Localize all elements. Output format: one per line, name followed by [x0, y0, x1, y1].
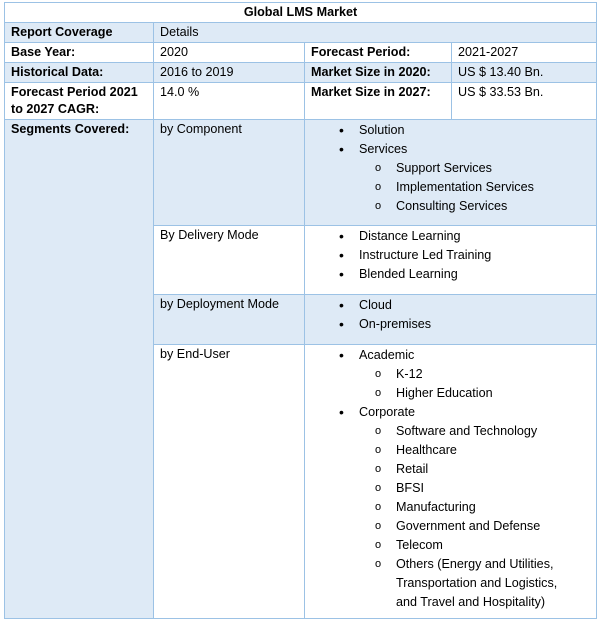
sub-list-item: o Others (Energy and Utilities, Transportation and Logistics, and Travel and Hospitality) [349, 555, 590, 612]
list-item-label: Corporate [359, 405, 416, 419]
segment-delivery-list [305, 226, 597, 295]
table-title: Global LMS Market [5, 3, 597, 23]
base-year-label: Base Year: [5, 43, 154, 63]
sub-list-item: o Manufacturing [349, 498, 590, 517]
forecast-period-value: 2021-2027 [452, 43, 597, 63]
sub-list-item: o K-12 [349, 365, 590, 384]
historical-data-label: Historical Data: [5, 63, 154, 83]
base-year-value: 2020 [154, 43, 305, 63]
sub-list-item: o Consulting Services [349, 197, 590, 216]
segment-end-user-label: by End-User [154, 345, 305, 619]
list-item: • Cloud [311, 296, 590, 315]
list-item-label: Academic [359, 348, 415, 362]
list-item: • Distance Learning [311, 227, 590, 246]
market-size-2020-value: US $ 13.40 Bn. [452, 63, 597, 83]
sub-list-item: o Government and Defense [349, 517, 590, 536]
sub-list-item: o Software and Technology [349, 422, 590, 441]
list-item [311, 140, 590, 216]
list-item: • Solution [311, 121, 590, 140]
cagr-value: 14.0 % [154, 83, 305, 120]
market-size-2027-label: Market Size in 2027: [305, 83, 452, 120]
market-size-2027-value: US $ 33.53 Bn. [452, 83, 597, 120]
list-item: • Blended Learning [311, 265, 590, 284]
segment-component-label: by Component [154, 120, 305, 226]
sub-list-item: o Retail [349, 460, 590, 479]
segment-deployment-list [305, 295, 597, 345]
list-item-label: Services [359, 142, 408, 156]
list-item: • Instructure Led Training [311, 246, 590, 265]
cagr-label: Forecast Period 2021 to 2027 CAGR: [5, 83, 154, 120]
segment-component-list [305, 120, 597, 226]
forecast-period-label: Forecast Period: [305, 43, 452, 63]
historical-data-value: 2016 to 2019 [154, 63, 305, 83]
segment-deployment-label: by Deployment Mode [154, 295, 305, 345]
report-coverage-value: Details [154, 23, 597, 43]
segment-end-user-list [305, 345, 597, 619]
segments-covered-label: Segments Covered: [5, 120, 154, 619]
list-item [311, 346, 590, 403]
sub-list-item: o Higher Education [349, 384, 590, 403]
sub-list-item: o Telecom [349, 536, 590, 555]
sub-list-item: o Implementation Services [349, 178, 590, 197]
sub-list-item: o BFSI [349, 479, 590, 498]
sub-list-item: o Healthcare [349, 441, 590, 460]
sub-list-item: o Support Services [349, 159, 590, 178]
market-report-table [4, 2, 597, 619]
segment-delivery-label: By Delivery Mode [154, 226, 305, 295]
list-item: • On-premises [311, 315, 590, 334]
list-item [311, 403, 590, 612]
market-size-2020-label: Market Size in 2020: [305, 63, 452, 83]
report-coverage-label: Report Coverage [5, 23, 154, 43]
